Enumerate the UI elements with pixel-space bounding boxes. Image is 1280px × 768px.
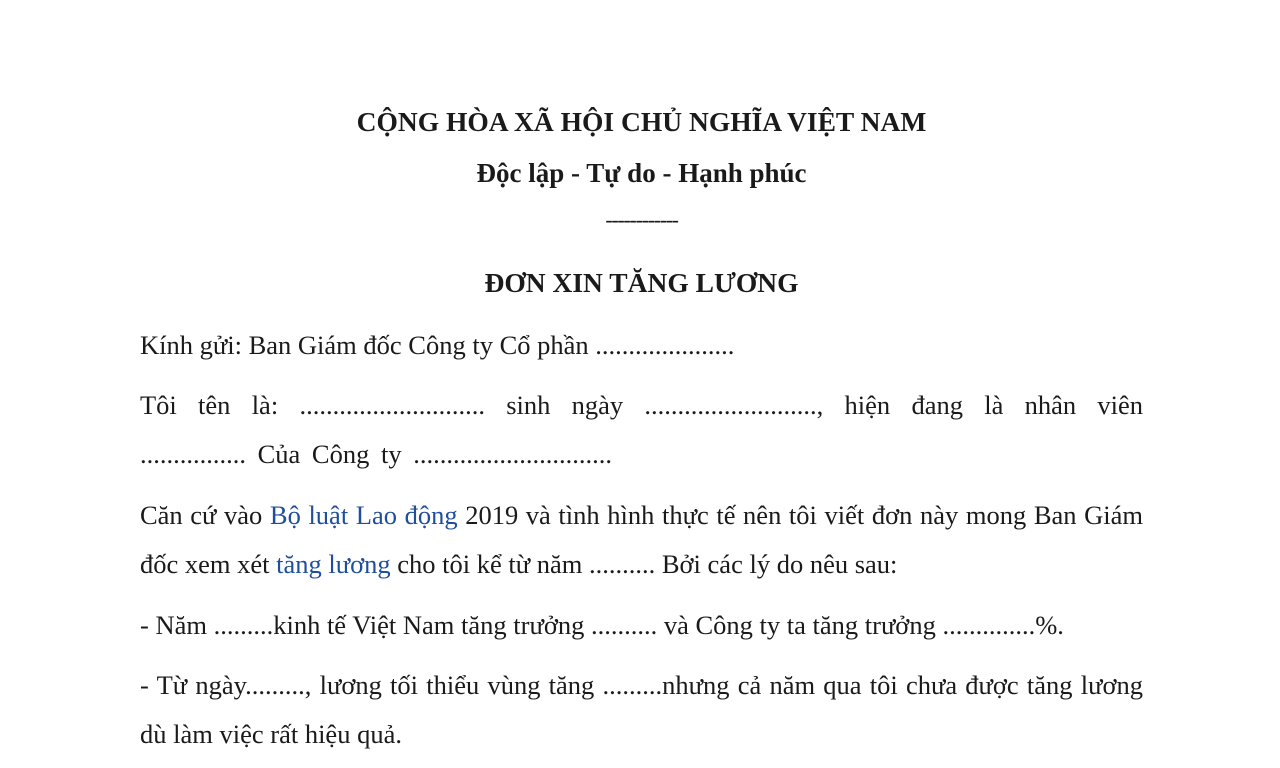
header-divider: ------------ (605, 207, 678, 232)
recipient-line: Kính gửi: Ban Giám đốc Công ty Cổ phần ..................... (140, 330, 735, 360)
national-title: CỘNG HÒA XÃ HỘI CHỦ NGHĨA VIỆT NAM (356, 106, 927, 137)
document-title: ĐƠN XIN TĂNG LƯƠNG (484, 267, 799, 298)
basis-paragraph (140, 491, 1143, 589)
salary-increase-link[interactable]: tăng lương (276, 549, 391, 579)
basis-middle: 2019 và tình hình thực tế nên tôi viết đơn này mong Ban Giám đốc xem xét (140, 500, 1143, 579)
labor-code-link[interactable]: Bộ luật Lao động (269, 500, 458, 530)
national-motto: Độc lập - Tự do - Hạnh phúc (476, 158, 807, 188)
reason-item: - Năm .........kinh tế Việt Nam tăng trưởng .......... và Công ty ta tăng trưởng ..............%. (140, 610, 1064, 640)
basis-suffix: cho tôi kể từ năm .......... Bởi các lý do nêu sau: (390, 549, 898, 579)
intro-paragraph (140, 381, 1143, 479)
basis-prefix: Căn cứ vào (140, 500, 270, 530)
intro-line-1: Tôi tên là: ............................ sinh ngày .........................., hiện đang là nhân viên (140, 390, 1143, 420)
intro-line-2: ................ Của Công ty .............................. (140, 439, 612, 469)
reason-item: - Từ ngày........., lương tối thiểu vùng tăng .........nhưng cả năm qua tôi chưa được tăng lương dù làm việc rất hiệu quả. (140, 670, 1143, 749)
